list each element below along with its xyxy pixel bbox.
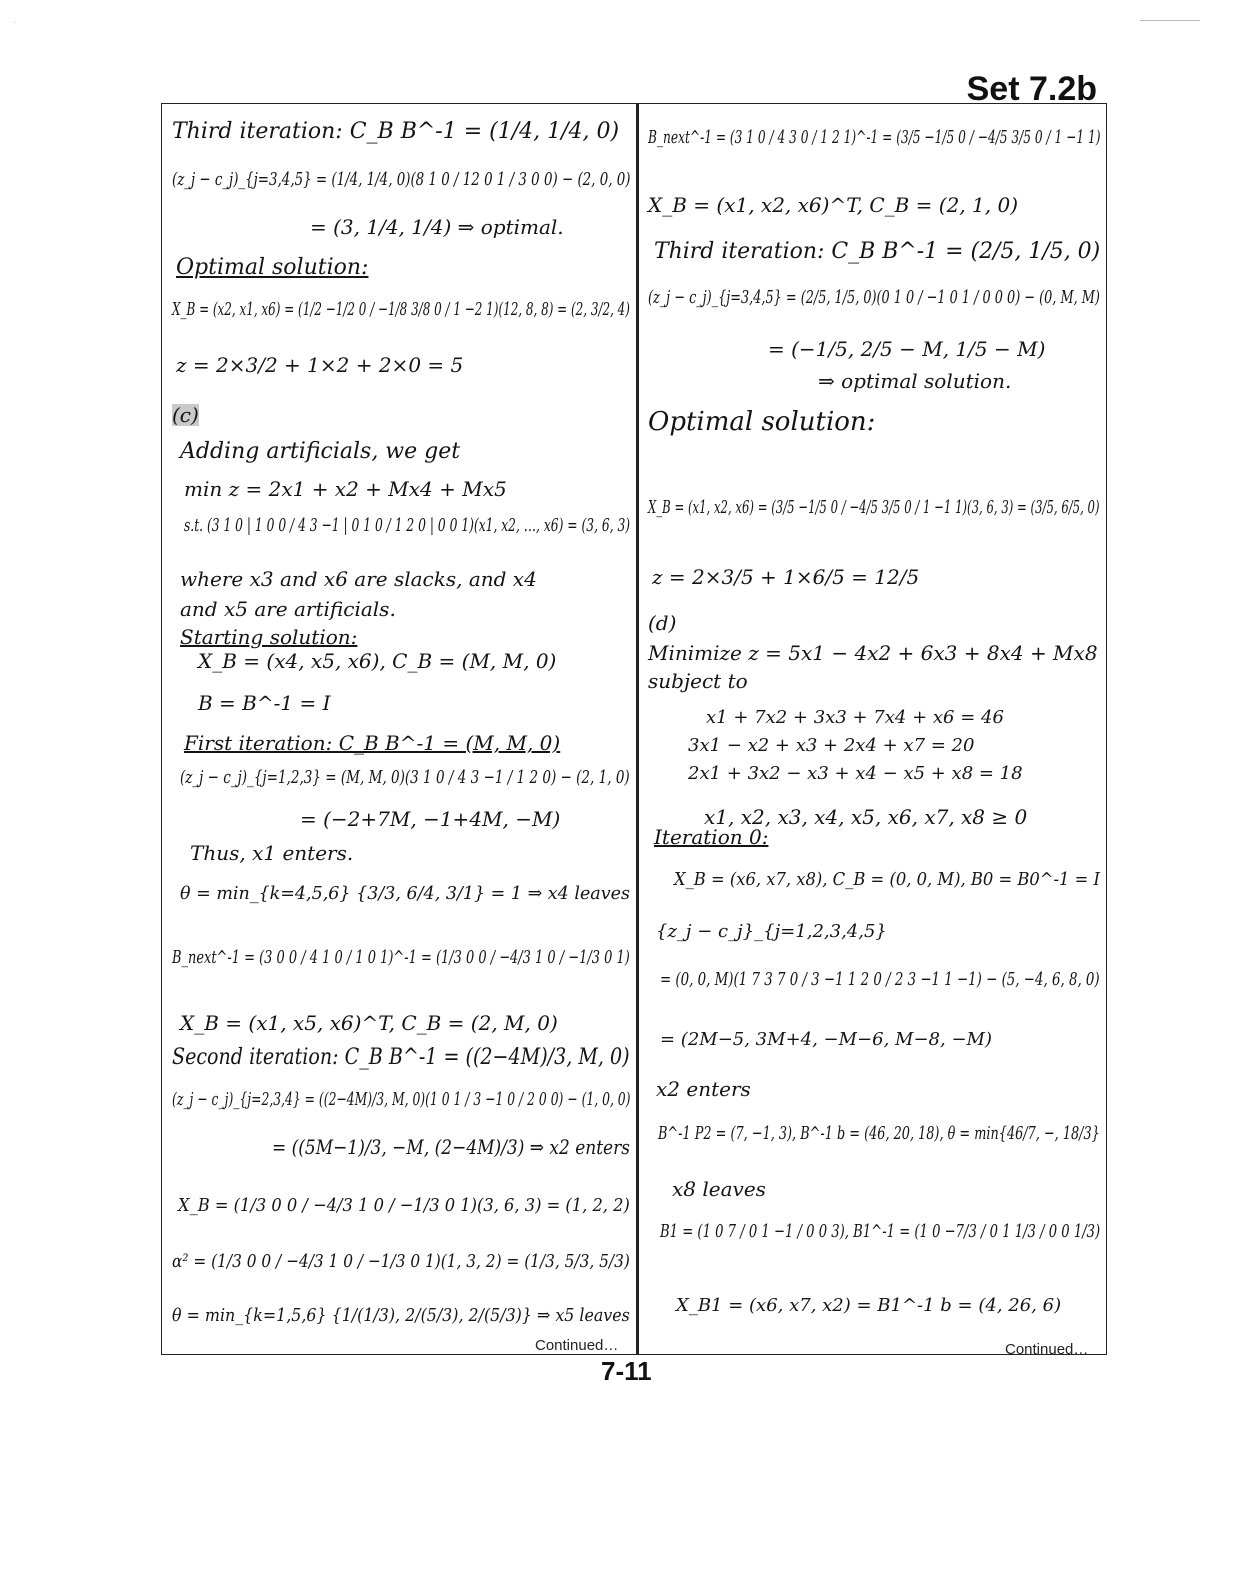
left-line-27: α² = (1/3 0 0 / −4/3 1 0 / −1/3 0 1)(1, 3, 2) = (1/3, 5/3, 5/3) xyxy=(172,1251,630,1272)
right-line-3: Third iteration: C_B B^-1 = (2/5, 1/5, 0) xyxy=(654,239,1101,264)
right-line-5: = (−1/5, 2/5 − M, 1/5 − M) xyxy=(768,337,1046,361)
left-line-21: B_next^-1 = (3 0 0 / 4 1 0 / 1 0 1)^-1 = (1/3 0 0 / −4/3 1 0 / −1/3 0 1) xyxy=(172,947,630,968)
left-line-16: First iteration: C_B B^-1 = (M, M, 0) xyxy=(184,731,561,755)
left-line-4: Optimal solution: xyxy=(176,255,369,280)
left-line-7: (c) xyxy=(172,403,199,427)
right-line-20: = (0, 0, M)(1 7 3 7 0 / 3 −1 1 2 0 / 2 3 −1 1 −1) − (5, −4, 6, 8, 0) xyxy=(660,969,1100,990)
right-line-18: X_B = (x6, x7, x8), C_B = (0, 0, M), B0 = B0^-1 = I xyxy=(674,869,1100,890)
right-line-15: 2x1 + 3x2 − x3 + x4 − x5 + x8 = 18 xyxy=(688,763,1023,784)
right-line-10: (d) xyxy=(648,611,677,635)
right-line-23: B^-1 P2 = (7, −1, 3), B^-1 b = (46, 20, 18), θ = min{46/7, −, 18/3} xyxy=(658,1123,1100,1144)
left-line-22: X_B = (x1, x5, x6)^T, C_B = (2, M, 0) xyxy=(180,1011,558,1035)
left-line-2: (z_j − c_j)_{j=3,4,5} = (1/4, 1/4, 0)(8 1 0 / 12 0 1 / 3 0 0) − (2, 0, 0) xyxy=(172,169,631,190)
left-line-23: Second iteration: C_B B^-1 = ((2−4M)/3, M, 0) xyxy=(172,1045,630,1070)
left-line-8: Adding artificials, we get xyxy=(180,439,461,464)
left-line-10: s.t. (3 1 0 | 1 0 0 / 4 3 −1 | 0 1 0 / 1 2 0 | 0 0 1)(x1, x2, …, x6) = (3, 6, 3) xyxy=(184,515,631,536)
left-line-3: = (3, 1/4, 1/4) ⇒ optimal. xyxy=(310,215,564,239)
left-line-17: (z_j − c_j)_{j=1,2,3} = (M, M, 0)(3 1 0 / 4 3 −1 / 1 2 0) − (2, 1, 0) xyxy=(180,767,630,788)
right-line-22: x2 enters xyxy=(656,1077,751,1101)
right-line-26: X_B1 = (x6, x7, x2) = B1^-1 b = (4, 26, 6) xyxy=(676,1295,1062,1316)
scan-speck xyxy=(1140,20,1200,21)
left-line-26: X_B = (1/3 0 0 / −4/3 1 0 / −1/3 0 1)(3, 6, 3) = (1, 2, 2) xyxy=(178,1195,630,1216)
right-line-25: B1 = (1 0 7 / 0 1 −1 / 0 0 3), B1^-1 = (1 0 −7/3 / 0 1 1/3 / 0 0 1/3) xyxy=(660,1221,1101,1242)
right-line-4: (z_j − c_j)_{j=3,4,5} = (2/5, 1/5, 0)(0 1 0 / −1 0 1 / 0 0 0) − (0, M, M) xyxy=(648,287,1100,308)
left-column-panel xyxy=(161,103,637,1355)
left-line-25: = ((5M−1)/3, −M, (2−4M)/3) ⇒ x2 enters xyxy=(272,1135,630,1159)
left-continued-note: Continued… xyxy=(535,1337,619,1354)
left-line-1: Third iteration: C_B B^-1 = (1/4, 1/4, 0) xyxy=(172,119,620,144)
right-line-7: Optimal solution: xyxy=(648,407,876,437)
page-number: 7-11 xyxy=(601,1356,652,1386)
right-line-19: {z_j − c_j}_{j=1,2,3,4,5} xyxy=(656,921,887,942)
right-line-24: x8 leaves xyxy=(672,1177,766,1201)
left-line-6: z = 2×3/2 + 1×2 + 2×0 = 5 xyxy=(176,353,464,377)
left-line-11: where x3 and x6 are slacks, and x4 xyxy=(180,567,537,591)
right-line-2: X_B = (x1, x2, x6)^T, C_B = (2, 1, 0) xyxy=(648,193,1019,217)
right-line-11: Minimize z = 5x1 − 4x2 + 6x3 + 8x4 + Mx8 xyxy=(648,641,1098,665)
right-line-16: x1, x2, x3, x4, x5, x6, x7, x8 ≥ 0 xyxy=(704,805,1028,829)
left-line-5: X_B = (x2, x1, x6) = (1/2 −1/2 0 / −1/8 3/8 0 / 1 −2 1)(12, 8, 8) = (2, 3/2, 4) xyxy=(172,299,630,320)
scan-speck xyxy=(14,22,15,23)
left-line-12: and x5 are artificials. xyxy=(180,597,396,621)
left-line-15: B = B^-1 = I xyxy=(198,691,331,715)
left-line-14: X_B = (x4, x5, x6), C_B = (M, M, 0) xyxy=(198,649,557,673)
right-line-13: x1 + 7x2 + 3x3 + 7x4 + x6 = 46 xyxy=(706,707,1004,728)
right-line-8: X_B = (x1, x2, x6) = (3/5 −1/5 0 / −4/5 3/5 0 / 1 −1 1)(3, 6, 3) = (3/5, 6/5, 0) xyxy=(648,497,1100,518)
right-line-17: Iteration 0: xyxy=(654,825,769,849)
left-line-28: θ = min_{k=1,5,6} {1/(1/3), 2/(5/3), 2/(5/3)} ⇒ x5 leaves xyxy=(172,1305,630,1326)
right-continued-note: Continued… xyxy=(1005,1341,1089,1358)
column-divider xyxy=(637,103,639,1355)
left-line-18: = (−2+7M, −1+4M, −M) xyxy=(300,807,561,831)
left-line-19: Thus, x1 enters. xyxy=(190,841,354,865)
left-line-9: min z = 2x1 + x2 + Mx4 + Mx5 xyxy=(184,477,507,501)
set-label: Set 7.2b xyxy=(966,70,1097,108)
right-line-21: = (2M−5, 3M+4, −M−6, M−8, −M) xyxy=(660,1029,992,1050)
left-line-13: Starting solution: xyxy=(180,625,358,649)
left-line-20: θ = min_{k=4,5,6} {3/3, 6/4, 3/1} = 1 ⇒ x4 leaves xyxy=(180,883,630,904)
right-line-9: z = 2×3/5 + 1×6/5 = 12/5 xyxy=(652,565,920,589)
right-line-12: subject to xyxy=(648,669,748,693)
left-line-24: (z_j − c_j)_{j=2,3,4} = ((2−4M)/3, M, 0)(1 0 1 / 3 −1 0 / 2 0 0) − (1, 0, 0) xyxy=(172,1089,631,1110)
right-line-1: B_next^-1 = (3 1 0 / 4 3 0 / 1 2 1)^-1 = (3/5 −1/5 0 / −4/5 3/5 0 / 1 −1 1) xyxy=(648,127,1101,148)
right-line-14: 3x1 − x2 + x3 + 2x4 + x7 = 20 xyxy=(688,735,975,756)
right-line-6: ⇒ optimal solution. xyxy=(818,369,1012,393)
